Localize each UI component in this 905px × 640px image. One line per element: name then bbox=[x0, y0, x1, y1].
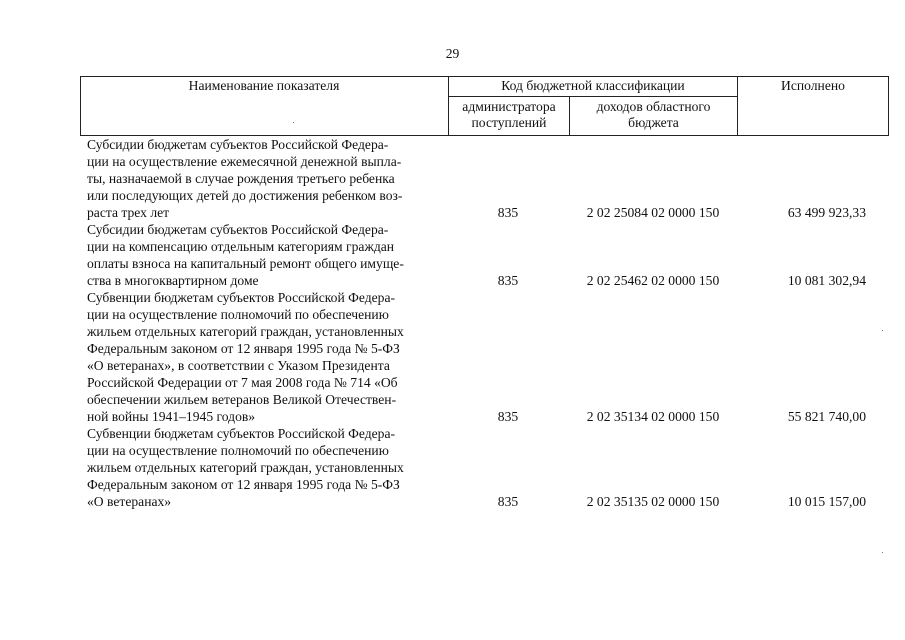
page-number: 29 bbox=[445, 46, 460, 61]
scan-speck bbox=[293, 122, 294, 123]
row-name-line: «О ветеранах» bbox=[87, 494, 172, 509]
row-amount: 55 821 740,00 bbox=[787, 409, 866, 424]
row-name-line: «О ветеранах», в соответствии с Указом Президента bbox=[87, 358, 390, 373]
row-admin-code: 835 bbox=[497, 205, 519, 220]
row-name-line: Российской Федерации от 7 мая 2008 года № 714 «Об bbox=[87, 375, 398, 390]
row-name-line: ной войны 1941–1945 годов» bbox=[87, 409, 256, 424]
header-top-border bbox=[80, 76, 889, 77]
row-name-line: ства в многоквартирном доме bbox=[87, 273, 259, 288]
row-name-line: ции на осуществление ежемесячной денежной выпла- bbox=[87, 154, 402, 169]
header-done: Исполнено bbox=[781, 78, 845, 93]
row-name-line: жильем отдельных категорий граждан, установленных bbox=[87, 324, 404, 339]
row-income-code: 2 02 35134 02 0000 150 bbox=[586, 409, 720, 424]
row-name-line: Федеральным законом от 12 января 1995 года № 5-ФЗ bbox=[87, 477, 400, 492]
header-name: Наименование показателя bbox=[188, 78, 340, 93]
row-admin-code: 835 bbox=[497, 494, 519, 509]
scan-speck bbox=[882, 552, 883, 553]
header-income bbox=[570, 99, 737, 131]
row-amount: 10 015 157,00 bbox=[787, 494, 866, 509]
row-name-line: ты, назначаемой в случае рождения третьего ребенка bbox=[87, 171, 395, 186]
header-admin-line2: поступлений bbox=[471, 115, 547, 130]
row-name-line: обеспечении жильем ветеранов Великой Отечествен- bbox=[87, 392, 397, 407]
row-name-line: или последующих детей до достижения ребенком воз- bbox=[87, 188, 403, 203]
row-name-line: оплаты взноса на капитальный ремонт общего имуще- bbox=[87, 256, 404, 271]
row-name-line: Субвенции бюджетам субъектов Российской Федера- bbox=[87, 426, 396, 441]
row-admin-code: 835 bbox=[497, 273, 519, 288]
header-right-border bbox=[888, 76, 889, 136]
row-name-line: Субсидии бюджетам субъектов Российской Федера- bbox=[87, 222, 389, 237]
row-name-line: жильем отдельных категорий граждан, установленных bbox=[87, 460, 404, 475]
row-income-code: 2 02 25462 02 0000 150 bbox=[586, 273, 720, 288]
row-name-line: ции на осуществление полномочий по обеспечению bbox=[87, 443, 389, 458]
row-admin-code: 835 bbox=[497, 409, 519, 424]
row-name-line: Субсидии бюджетам субъектов Российской Федера- bbox=[87, 137, 389, 152]
row-amount: 63 499 923,33 bbox=[787, 205, 866, 220]
row-income-code: 2 02 25084 02 0000 150 bbox=[586, 205, 720, 220]
row-name-line: Федеральным законом от 12 января 1995 года № 5-ФЗ bbox=[87, 341, 400, 356]
header-code-divider bbox=[448, 96, 738, 97]
scan-speck bbox=[882, 330, 883, 331]
row-name-line: Субвенции бюджетам субъектов Российской Федера- bbox=[87, 290, 396, 305]
header-admin bbox=[449, 99, 569, 131]
row-name bbox=[87, 136, 447, 221]
row-amount: 10 081 302,94 bbox=[787, 273, 866, 288]
row-name bbox=[87, 289, 447, 425]
table-header bbox=[80, 76, 889, 136]
row-income-code: 2 02 35135 02 0000 150 bbox=[586, 494, 720, 509]
row-name bbox=[87, 221, 447, 289]
row-name-line: ции на осуществление полномочий по обеспечению bbox=[87, 307, 389, 322]
row-name-line: раста трех лет bbox=[87, 205, 170, 220]
header-admin-line1: администратора bbox=[462, 99, 556, 114]
row-name bbox=[87, 425, 447, 510]
row-name-line: ции на компенсацию отдельным категориям граждан bbox=[87, 239, 395, 254]
header-income-line1: доходов областного bbox=[596, 99, 711, 114]
header-code-group: Код бюджетной классификации bbox=[501, 78, 685, 93]
header-income-line2: бюджета bbox=[628, 115, 679, 130]
